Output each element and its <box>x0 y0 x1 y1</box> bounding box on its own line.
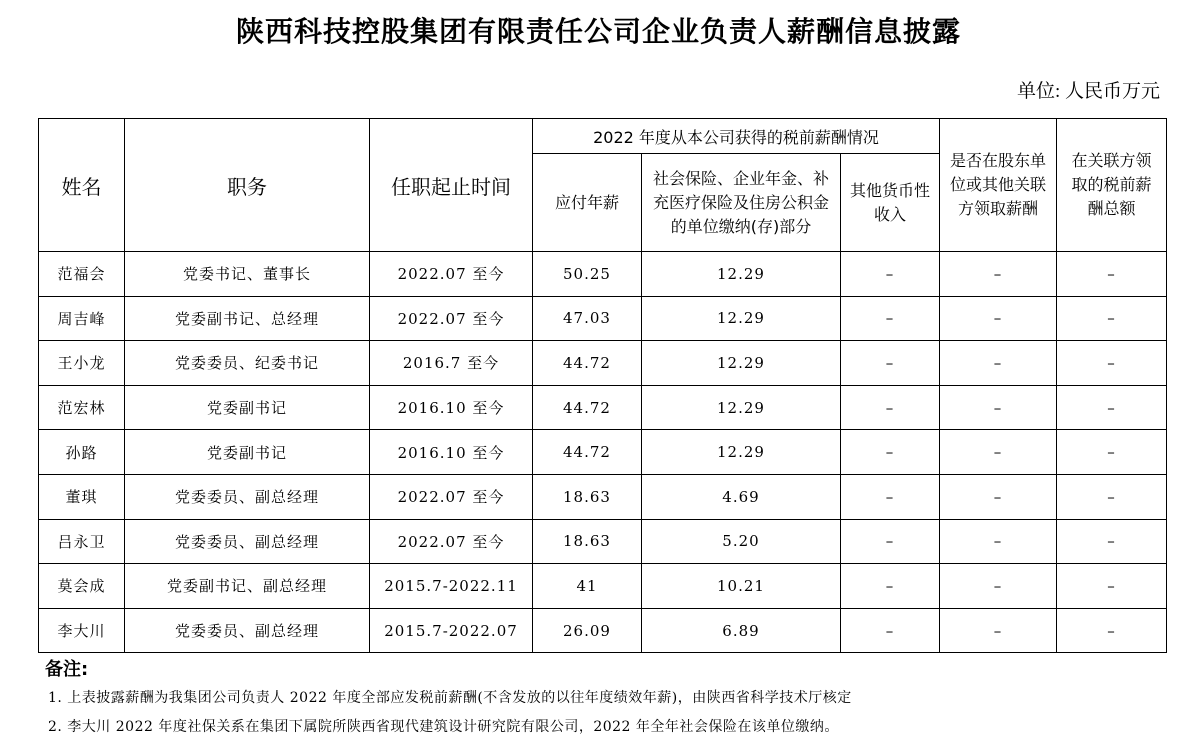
cell-name: 莫会成 <box>39 564 125 609</box>
cell-insurance: 5.20 <box>642 519 841 564</box>
cell-other: – <box>841 564 940 609</box>
cell-related: – <box>1057 296 1167 341</box>
cell-shareholder: – <box>940 474 1057 519</box>
cell-term: 2016.7 至今 <box>370 341 533 386</box>
cell-salary: 44.72 <box>533 430 642 475</box>
cell-related: – <box>1057 608 1167 653</box>
cell-related: – <box>1057 474 1167 519</box>
cell-position: 党委委员、副总经理 <box>125 474 370 519</box>
header-shareholder: 是否在股东单位或其他关联方领取薪酬 <box>940 119 1057 252</box>
cell-position: 党委副书记、副总经理 <box>125 564 370 609</box>
cell-insurance: 12.29 <box>642 341 841 386</box>
header-name: 姓名 <box>39 119 125 252</box>
cell-position: 党委委员、副总经理 <box>125 608 370 653</box>
cell-insurance: 12.29 <box>642 430 841 475</box>
cell-other: – <box>841 341 940 386</box>
cell-name: 吕永卫 <box>39 519 125 564</box>
cell-salary: 44.72 <box>533 341 642 386</box>
cell-insurance: 12.29 <box>642 385 841 430</box>
cell-term: 2022.07 至今 <box>370 252 533 297</box>
cell-salary: 50.25 <box>533 252 642 297</box>
cell-shareholder: – <box>940 296 1057 341</box>
note-2: 2. 李大川 2022 年度社保关系在集团下属院所陕西省现代建筑设计研究院有限公司，2022 年全年社会保险在该单位缴纳。 <box>48 719 839 735</box>
header-salary: 应付年薪 <box>533 154 642 252</box>
header-term: 任职起止时间 <box>370 119 533 252</box>
table-row <box>39 252 1167 297</box>
cell-insurance: 12.29 <box>642 296 841 341</box>
table-row <box>39 296 1167 341</box>
table-row <box>39 474 1167 519</box>
cell-salary: 18.63 <box>533 519 642 564</box>
table-row <box>39 341 1167 386</box>
cell-related: – <box>1057 385 1167 430</box>
cell-other: – <box>841 252 940 297</box>
salary-table <box>38 118 1167 653</box>
header-related: 在关联方领取的税前薪酬总额 <box>1057 119 1167 252</box>
page-title: 陕西科技控股集团有限责任公司企业负责人薪酬信息披露 <box>235 15 961 48</box>
table-row <box>39 385 1167 430</box>
cell-shareholder: – <box>940 252 1057 297</box>
cell-name: 董琪 <box>39 474 125 519</box>
cell-name: 范宏林 <box>39 385 125 430</box>
cell-position: 党委委员、副总经理 <box>125 519 370 564</box>
cell-insurance: 6.89 <box>642 608 841 653</box>
cell-shareholder: – <box>940 608 1057 653</box>
cell-other: – <box>841 519 940 564</box>
cell-salary: 41 <box>533 564 642 609</box>
cell-position: 党委副书记、总经理 <box>125 296 370 341</box>
header-position: 职务 <box>125 119 370 252</box>
table-row <box>39 519 1167 564</box>
header-other: 其他货币性收入 <box>841 154 940 252</box>
cell-related: – <box>1057 430 1167 475</box>
table-row <box>39 430 1167 475</box>
cell-term: 2022.07 至今 <box>370 474 533 519</box>
cell-name: 孙路 <box>39 430 125 475</box>
cell-insurance: 10.21 <box>642 564 841 609</box>
cell-term: 2016.10 至今 <box>370 430 533 475</box>
cell-position: 党委委员、纪委书记 <box>125 341 370 386</box>
cell-salary: 18.63 <box>533 474 642 519</box>
cell-other: – <box>841 385 940 430</box>
cell-shareholder: – <box>940 564 1057 609</box>
cell-shareholder: – <box>940 519 1057 564</box>
cell-other: – <box>841 474 940 519</box>
notes-label: 备注: <box>45 659 89 680</box>
header-group: 2022 年度从本公司获得的税前薪酬情况 <box>533 119 940 154</box>
cell-term: 2022.07 至今 <box>370 519 533 564</box>
table-row <box>39 564 1167 609</box>
table-row <box>39 608 1167 653</box>
cell-related: – <box>1057 341 1167 386</box>
cell-salary: 47.03 <box>533 296 642 341</box>
cell-shareholder: – <box>940 385 1057 430</box>
cell-other: – <box>841 430 940 475</box>
cell-insurance: 4.69 <box>642 474 841 519</box>
cell-position: 党委副书记 <box>125 385 370 430</box>
cell-related: – <box>1057 564 1167 609</box>
cell-term: 2016.10 至今 <box>370 385 533 430</box>
cell-position: 党委书记、董事长 <box>125 252 370 297</box>
cell-name: 范福会 <box>39 252 125 297</box>
cell-name: 王小龙 <box>39 341 125 386</box>
cell-term: 2015.7-2022.07 <box>370 608 533 653</box>
cell-term: 2022.07 至今 <box>370 296 533 341</box>
unit-label: 单位: 人民币万元 <box>1016 81 1160 102</box>
cell-insurance: 12.29 <box>642 252 841 297</box>
cell-shareholder: – <box>940 341 1057 386</box>
cell-related: – <box>1057 252 1167 297</box>
cell-other: – <box>841 608 940 653</box>
cell-salary: 26.09 <box>533 608 642 653</box>
cell-name: 李大川 <box>39 608 125 653</box>
note-1: 1. 上表披露薪酬为我集团公司负责人 2022 年度全部应发税前薪酬(不含发放的以往年度绩效年薪)，由陕西省科学技术厅核定 <box>48 690 852 706</box>
header-insurance: 社会保险、企业年金、补充医疗保险及住房公积金的单位缴纳(存)部分 <box>642 154 841 252</box>
cell-shareholder: – <box>940 430 1057 475</box>
cell-other: – <box>841 296 940 341</box>
cell-position: 党委副书记 <box>125 430 370 475</box>
cell-term: 2015.7-2022.11 <box>370 564 533 609</box>
cell-salary: 44.72 <box>533 385 642 430</box>
cell-related: – <box>1057 519 1167 564</box>
cell-name: 周吉峰 <box>39 296 125 341</box>
